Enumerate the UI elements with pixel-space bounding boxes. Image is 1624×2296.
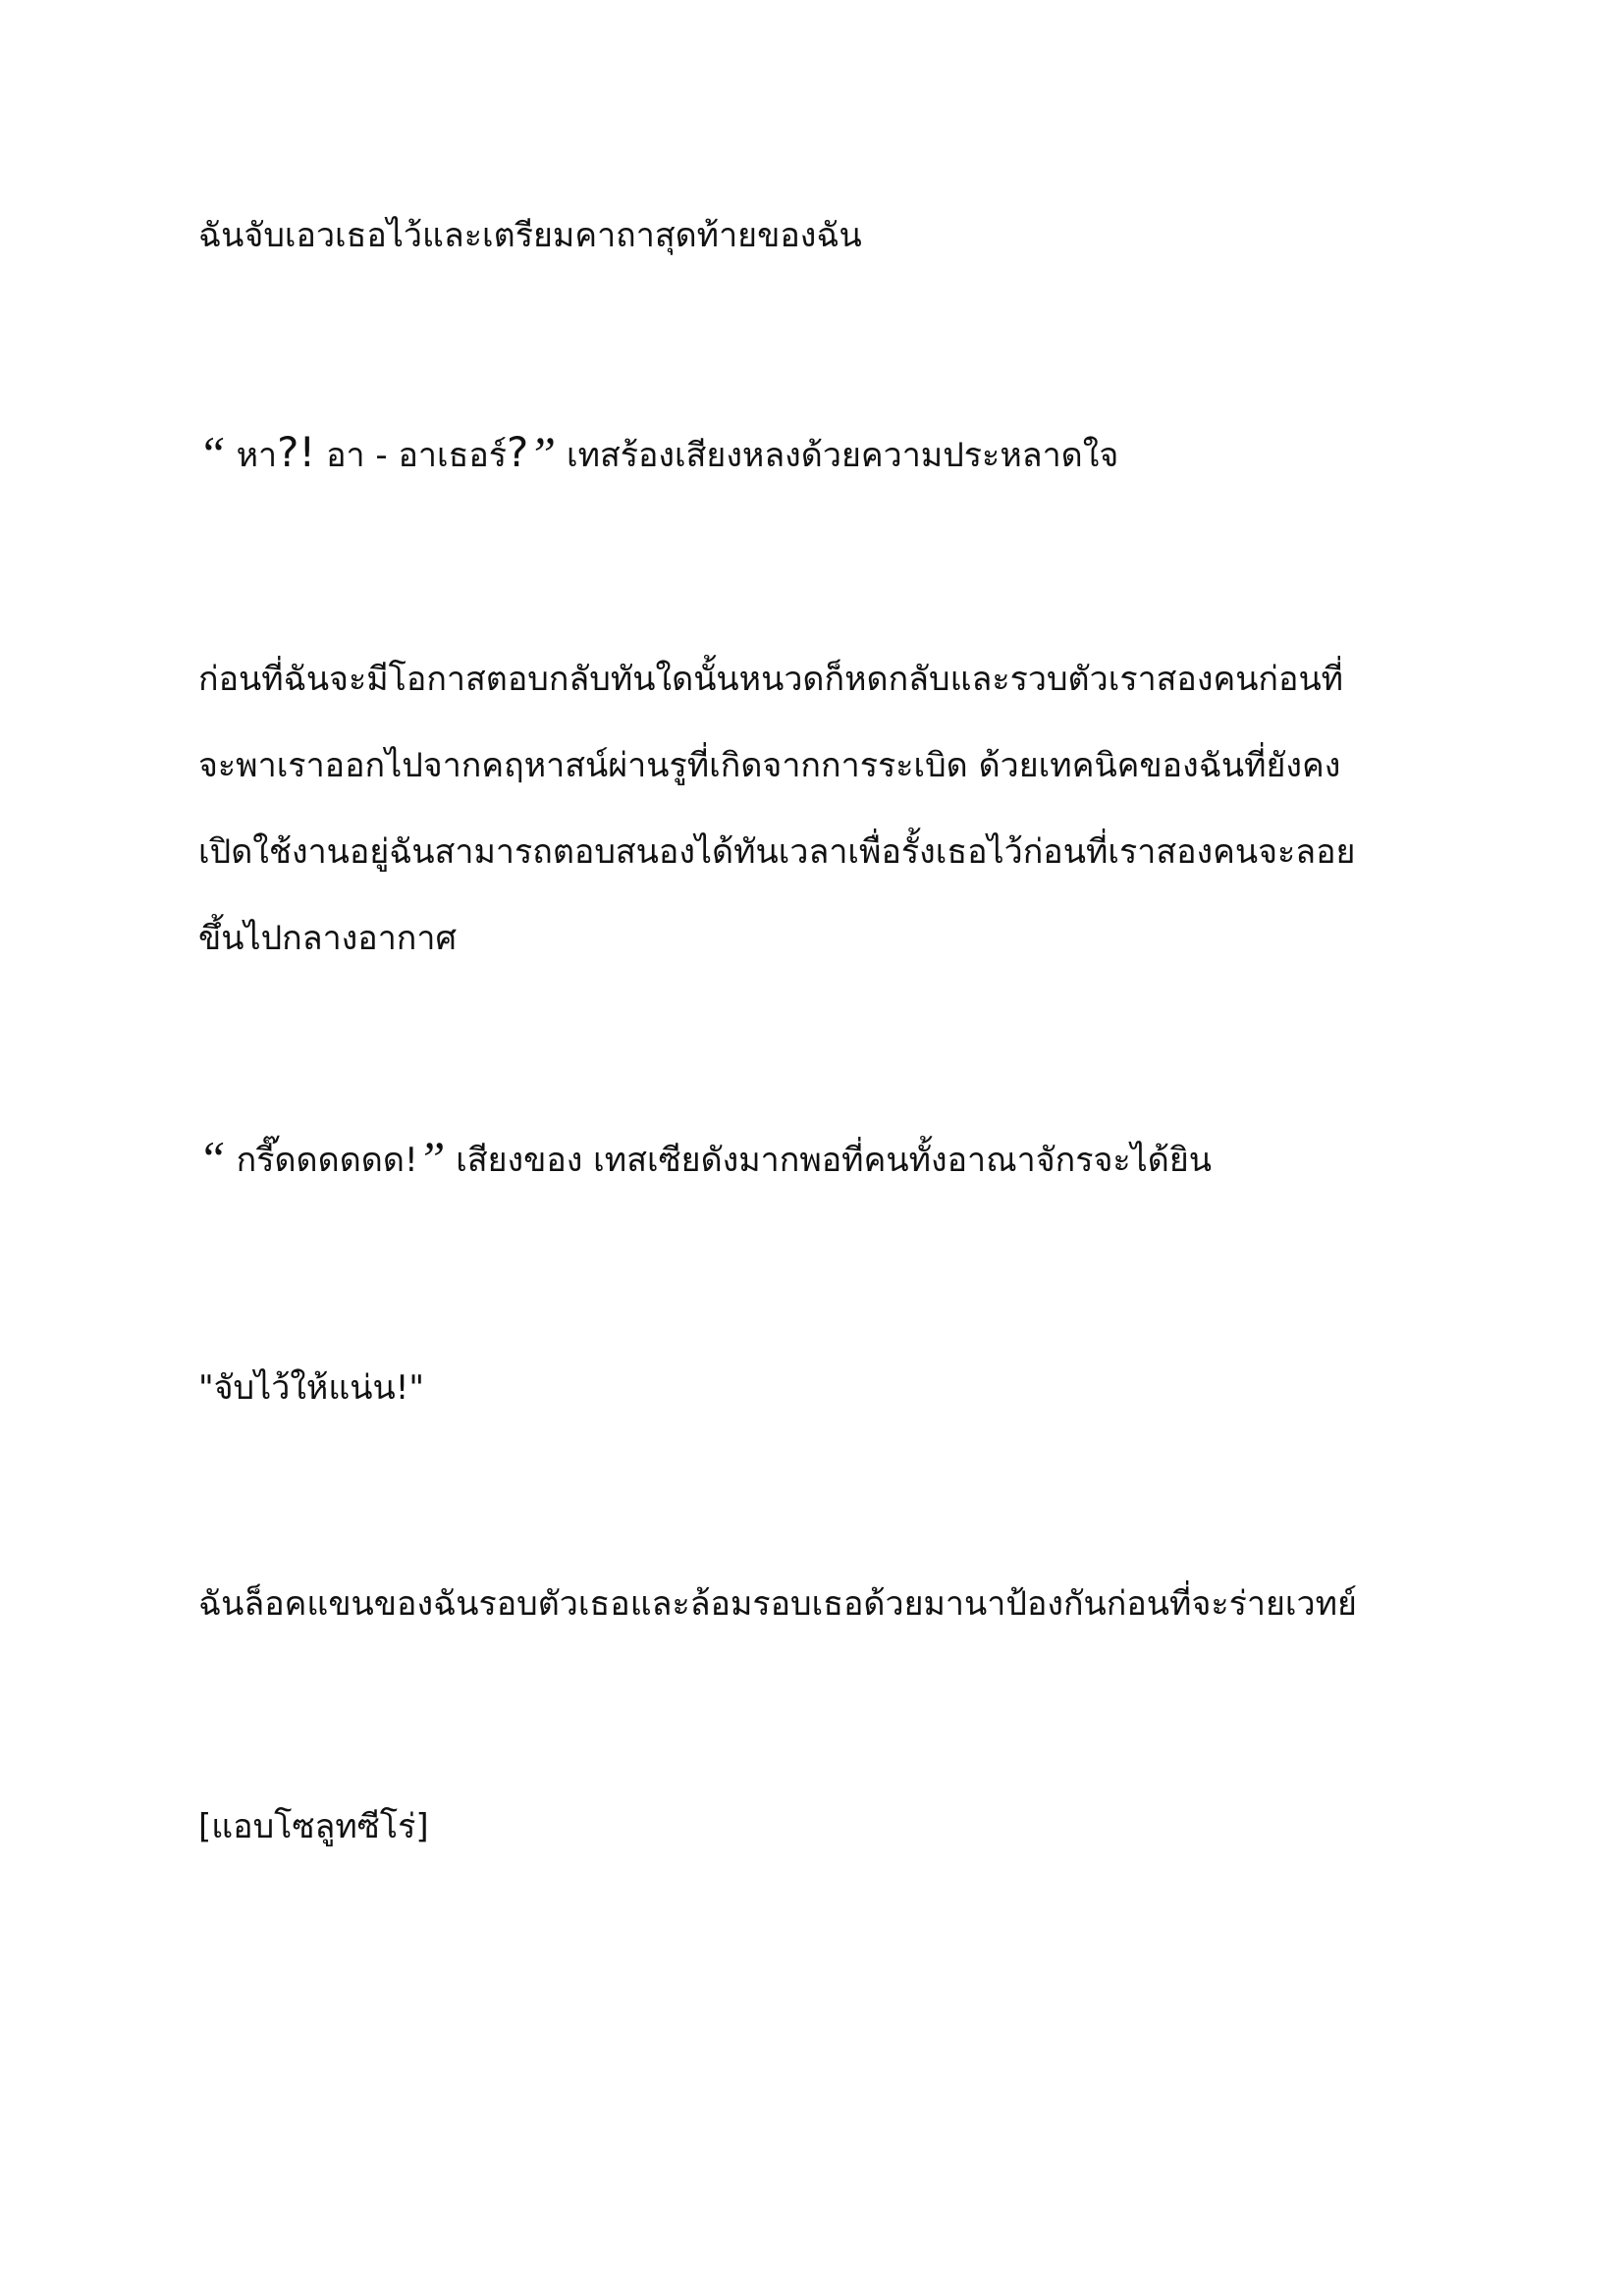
dialogue-line [198, 409, 1435, 499]
paragraph-1 [198, 192, 1435, 279]
open-quote: “ [198, 426, 226, 481]
open-quote: “ [198, 1131, 226, 1186]
dialogue-text: หา [225, 436, 278, 475]
text-line: ฉันจับเอวเธอไว้และเตรียมคาถาสุดท้ายของฉัน [198, 216, 862, 255]
narration-text: เสียงของ เทสเซียดังมากพอที่คนทั้งอาณาจักรจะได้ยิน [445, 1141, 1213, 1180]
text-line: จะพาเราออกไปจากคฤหาสน์ผ่านรูที่เกิดจากการระเบิด ด้วยเทคนิคของฉันที่ยังคง [198, 746, 1341, 785]
dialogue-text: กรี๊ดดดดดด! [225, 1141, 418, 1180]
question-mark: ? [507, 428, 529, 476]
narration-text: เทสร้องเสียงหลงด้วยความประหลาดใจ [556, 436, 1119, 475]
paragraph-2-dialogue [198, 409, 1435, 499]
dialogue-text: อา - อาเธอร์ [315, 436, 508, 475]
text-line: "จับไว้ให้แน่น!" [198, 1368, 425, 1408]
paragraph-7 [198, 1784, 1435, 1870]
paragraph-4-dialogue [198, 1115, 1435, 1203]
close-quote: ” [417, 1131, 446, 1186]
paragraph-6 [198, 1561, 1435, 1647]
paragraph-3 [198, 636, 1435, 982]
text-line: ก่อนที่ฉันจะมีโอกาสตอบกลับทันใดนั้นหนวดก็หดกลับและรวบตัวเราสองคนก่อนที่ [198, 660, 1344, 699]
close-quote: ” [528, 426, 557, 481]
text-line: ฉันล็อคแขนของฉันรอบตัวเธอและล้อมรอบเธอด้วยมานาป้องกันก่อนที่จะร่ายเวทย์ [198, 1584, 1357, 1624]
dialogue-line [198, 1115, 1435, 1203]
text-line: [แอบโซลูทซีโร่] [198, 1807, 429, 1846]
text-line: ขึ้นไปกลางอากาศ [198, 919, 458, 958]
exclaim-mark: ?! [277, 428, 316, 476]
text-line: เปิดใช้งานอยู่ฉันสามารถตอบสนองได้ทันเวลาเพื่อรั้งเธอไว้ก่อนที่เราสองคนจะลอย [198, 832, 1356, 872]
paragraph-5 [198, 1345, 1435, 1431]
